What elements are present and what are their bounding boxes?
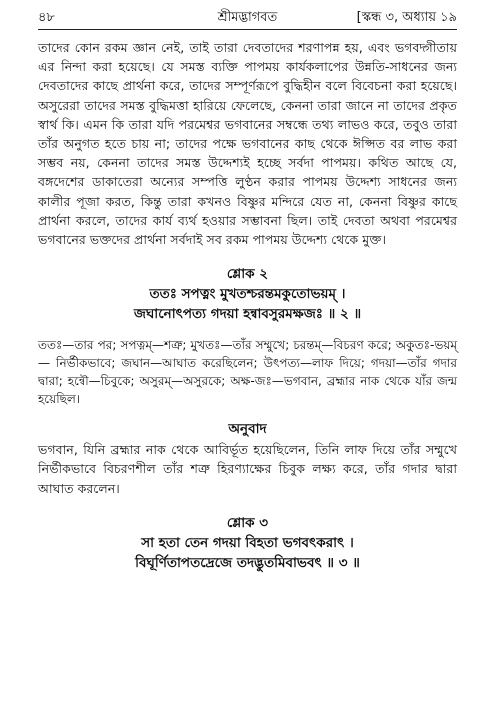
page-body: [38, 38, 457, 573]
shloka-3-line-1: সা হতা তেন গদয়া বিহতা ভগবৎকরাৎ ।: [141, 535, 354, 552]
shloka-2-word-meanings: ততঃ—তার পর; সপত্নম্—শত্রু; মুখতঃ—তাঁর সম্মুখে; চরন্তম্—বিচরণ করে; অকুতঃ-ভয়ম্— নির্ভীকভাবে; জঘান—আঘাত করেছিলেন; উৎপত্য—লাফ দিয়ে; গদয়া—তাঁর গদার দ্বারা; হন্বৌ—চিবুকে; অসুরম্—অসুরকে; অক্ষ-জঃ—ভগবান, ব্রহ্মার নাক থেকে যাঁর জন্ম হয়েছিল।: [38, 338, 457, 407]
page-header: [38, 8, 457, 30]
shloka-2-line-2: জঘানোৎপত্য গদয়া হন্বাবসুরমক্ষজঃ ॥ ২ ॥: [133, 306, 362, 323]
translation-text: ভগবান, যিনি ব্রহ্মার নাক থেকে আবির্ভূত হয়েছিলেন, তিনি লাফ দিয়ে তাঁর সম্মুখে নির্ভীকভাবে বিচরণশীল তাঁর শত্রু হিরণ্যাক্ষের চিবুক লক্ষ্য করে, তাঁর গদার দ্বারা আঘাত করলেন।: [38, 441, 457, 496]
shloka-3-line-2: বিঘূর্ণিতাপতদ্রেজে তদদ্ভুতমিবাভবৎ ॥ ৩ ॥: [135, 555, 360, 572]
purport-paragraph: তাদের কোন রকম জ্ঞান নেই, তাই তারা দেবতাদের শরণাপন্ন হয়, এবং ভগবদ্গীতায় এর নিন্দা করা হয়েছে। যে সমস্ত ব্যক্তি পাপময় কার্যকলাপের উন্নতি-সাধনের জন্য দেবতাদের কাছে প্রার্থনা করে, তাদের সম্পূর্ণরূপে বুদ্ধিহীন বলে বিবেচনা করা হয়েছে। অসুরেরা তাদের সমস্ত বুদ্ধিমত্তা হারিয়ে ফেলেছে, কেননা তারা জানে না তাদের প্রকৃত স্বার্থ কি। এমন কি তারা যদি পরমেশ্বর ভগবানের সম্বন্ধে তথ্য লাভও করে, তবুও তারা তাঁর অনুগত হতে চায় না; তাদের পক্ষে ভগবানের কাছ থেকে ঈপ্সিত বর লাভ করা সম্ভব নয়, কেননা তাদের সমস্ত উদ্দেশ্যই হচ্ছে সর্বদা পাপময়। কথিত আছে যে, বঙ্গদেশের ডাকাতেরা অন্যের সম্পত্তি লুণ্ঠন করার পাপময় উদ্দেশ্য সাধনের জন্য কালীর পূজা করত, কিন্তু তারা কখনও বিষ্ণুর মন্দিরে যেত না, কেননা বিষ্ণুর কাছে প্রার্থনা করলে, তাদের কার্য ব্যর্থ হওয়ার সম্ভাবনা ছিল। তাই দেবতা অথবা পরমেশ্বর ভগবানের ভক্তদের প্রার্থনা সর্বদাই সব রকম পাপময় উদ্দেশ্য থেকে মুক্ত।: [38, 40, 457, 248]
header-rule: [38, 29, 457, 30]
section-reference: [স্কন্ধ ৩, অধ্যায় ১৯: [356, 10, 457, 25]
shloka-3-heading: শ্লোক ৩: [226, 515, 269, 532]
page-number: ৪৮: [38, 10, 55, 25]
book-title: শ্রীমদ্ভাগবত: [217, 10, 278, 25]
shloka-2-line-1: ততঃ সপত্নং মুখতশ্চরন্তমকুতোভয়ম্ ।: [149, 286, 346, 303]
translation-heading: অনুবাদ: [228, 421, 267, 438]
shloka-2-heading: শ্লোক ২: [226, 266, 269, 283]
